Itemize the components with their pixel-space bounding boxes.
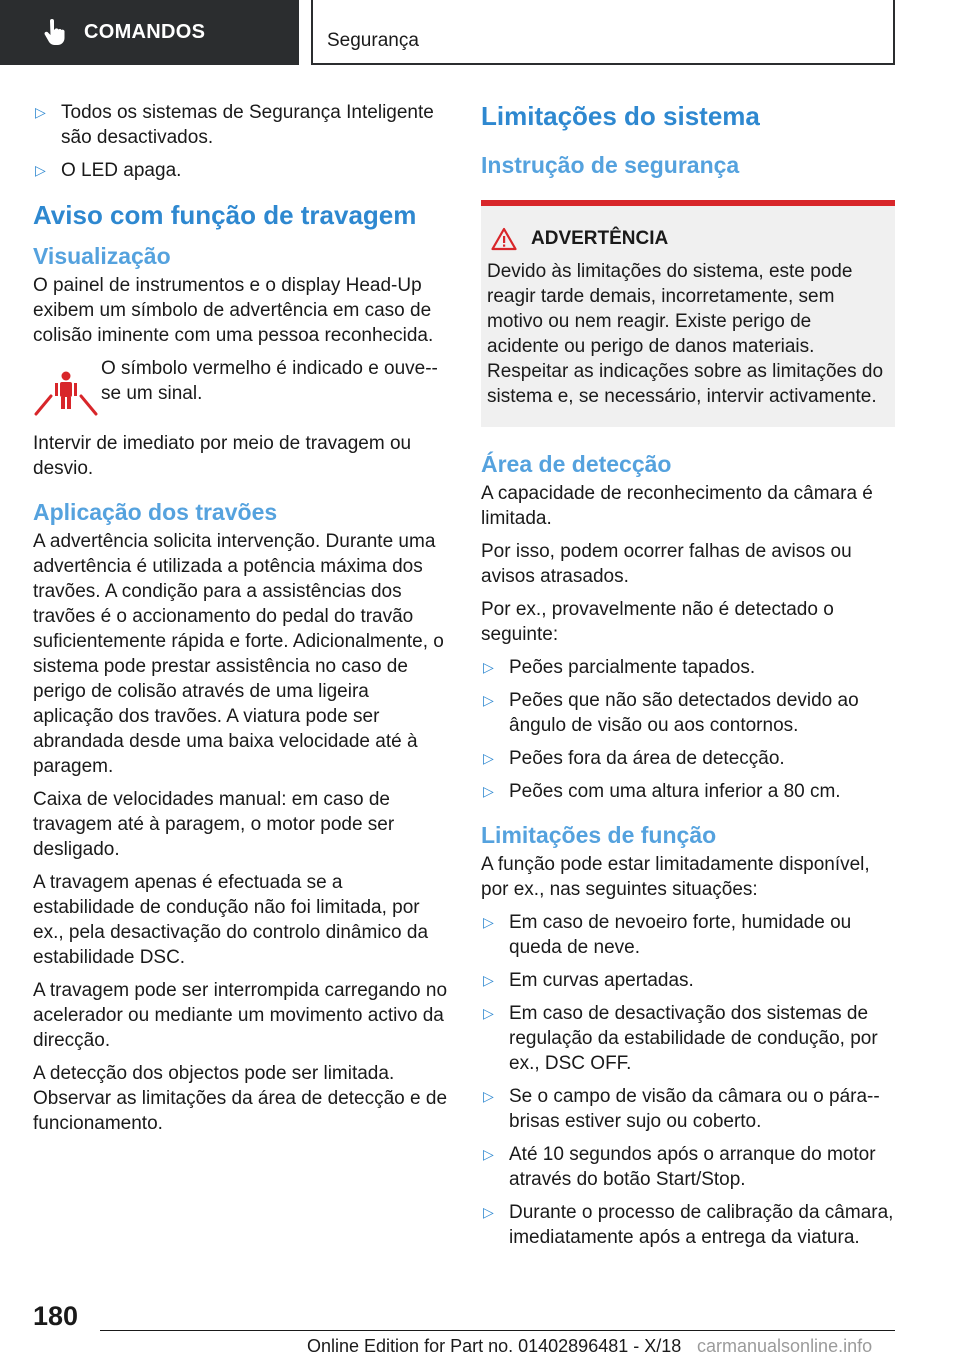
list-item: ▷ O LED apaga.	[35, 160, 182, 181]
symbol-description: O símbolo vermelho é indicado e ouve--se um sinal.	[101, 358, 438, 404]
list-item: ▷ Em caso de desactivação dos sistemas de regulação da estabilidade de condução, por ex., DSC OFF.	[483, 1003, 878, 1074]
chapter-tab[interactable]	[0, 0, 299, 65]
right-column	[481, 100, 895, 1258]
warning-header	[487, 226, 887, 251]
hand-pointer-icon	[40, 18, 70, 48]
page-number: 180	[33, 1301, 79, 1331]
list-item: ▷ Peões fora da área de detecção.	[483, 748, 785, 769]
top-bullet-list	[33, 100, 448, 183]
subsection-heading: Área de detecção	[481, 451, 672, 477]
detection-bullet-list	[481, 655, 895, 804]
bullet-triangle-icon: ▷	[483, 914, 494, 930]
bullet-triangle-icon: ▷	[35, 104, 46, 120]
bullet-triangle-icon: ▷	[483, 1146, 494, 1162]
list-item: ▷ Durante o processo de calibração da câmara, imediatamente após a entrega da viatura.	[483, 1202, 894, 1248]
symbol-row	[33, 356, 448, 421]
function-bullet-list	[481, 910, 895, 1250]
warning-box	[481, 200, 895, 427]
paragraph: Por isso, podem ocorrer falhas de avisos ou avisos atrasados.	[481, 541, 852, 587]
bullet-triangle-icon: ▷	[35, 162, 46, 178]
bullet-triangle-icon: ▷	[483, 1088, 494, 1104]
paragraph: Intervir de imediato por meio de travagem ou desvio.	[33, 433, 412, 479]
subsection-heading: Aplicação dos travões	[33, 499, 278, 525]
list-item: ▷ Peões com uma altura inferior a 80 cm.	[483, 781, 841, 802]
left-column	[33, 100, 448, 1144]
subsection-heading: Instrução de segurança	[481, 152, 740, 178]
paragraph: O painel de instrumentos e o display Head-Up exibem um símbolo de advertência em caso de colisão iminente com uma pessoa reconhecida.	[33, 275, 434, 346]
section-header	[311, 0, 895, 65]
warning-text: Devido às limitações do sistema, este pode reagir tarde demais, incorretamente, sem motivo ou nem reagir. Existe perigo de acidente ou perigo de danos materiais. Respeitar as indicações sobre as limitações do sistema e, se necessário, intervir activamente.	[487, 261, 884, 407]
list-item: ▷ Em caso de nevoeiro forte, humidade ou queda de neve.	[483, 912, 852, 958]
paragraph: A capacidade de reconhecimento da câmara é limitada.	[481, 483, 873, 529]
paragraph: A advertência solicita intervenção. Durante uma advertência é utilizada a potência máxima dos travões. A condição para a assistências dos travões é o accionamento do pedal do travão suficientemente rápida e forte. Adicionalmente, o sistema pode prestar assistência no caso de perigo de colisão através de uma ligeira aplicação dos travões. A viatura pode ser abrandada desde uma baixa velocidade até à paragem.	[33, 531, 444, 777]
subsection-heading: Visualização	[33, 243, 171, 269]
section-heading: Limitações do sistema	[481, 101, 760, 131]
bullet-triangle-icon: ▷	[483, 1005, 494, 1021]
section-title: Segurança	[327, 30, 419, 51]
subsection-heading: Limitações de função	[481, 822, 717, 848]
paragraph: Por ex., provavelmente não é detectado o seguinte:	[481, 599, 834, 645]
paragraph: A travagem apenas é efectuada se a estabilidade de condução não foi limitada, por ex., pela desactivação do controlo dinâmico da estabilidade DSC.	[33, 872, 429, 968]
list-item: ▷ Peões parcialmente tapados.	[483, 657, 756, 678]
paragraph: A função pode estar limitadamente disponível, por ex., nas seguintes situações:	[481, 854, 870, 900]
bullet-triangle-icon: ▷	[483, 972, 494, 988]
list-item: ▷ Em curvas apertadas.	[483, 970, 694, 991]
list-item: ▷ Se o campo de visão da câmara ou o pára--brisas estiver sujo ou coberto.	[483, 1086, 880, 1132]
bullet-triangle-icon: ▷	[483, 1204, 494, 1220]
pedestrian-warning-icon	[33, 366, 101, 421]
watermark-link[interactable]: carmanualsonline.info	[697, 1336, 873, 1356]
footer-divider	[100, 1330, 895, 1331]
list-item: ▷ Até 10 segundos após o arranque do motor através do botão Start/Stop.	[483, 1144, 876, 1190]
list-item: ▷ Todos os sistemas de Segurança Inteligente são desactivados.	[35, 102, 434, 148]
edition-text: Online Edition for Part no. 01402896481 - X/18	[307, 1336, 682, 1356]
bullet-triangle-icon: ▷	[483, 692, 494, 708]
paragraph: A detecção dos objectos pode ser limitada. Observar as limitações da área de detecção e de funcionamento.	[33, 1063, 448, 1134]
bullet-triangle-icon: ▷	[483, 750, 494, 766]
paragraph: A travagem pode ser interrompida carregando no acelerador ou mediante um movimento activo da direcção.	[33, 980, 448, 1051]
warning-title: ADVERTÊNCIA	[531, 228, 669, 249]
bullet-triangle-icon: ▷	[483, 659, 494, 675]
bullet-triangle-icon: ▷	[483, 783, 494, 799]
chapter-tab-label: COMANDOS	[84, 21, 206, 43]
paragraph: Caixa de velocidades manual: em caso de travagem até à paragem, o motor pode ser desligado.	[33, 789, 395, 860]
warning-triangle-icon	[491, 227, 517, 251]
section-heading: Aviso com função de travagem	[33, 200, 417, 230]
list-item: ▷ Peões que não são detectados devido ao ângulo de visão ou aos contornos.	[483, 690, 859, 736]
